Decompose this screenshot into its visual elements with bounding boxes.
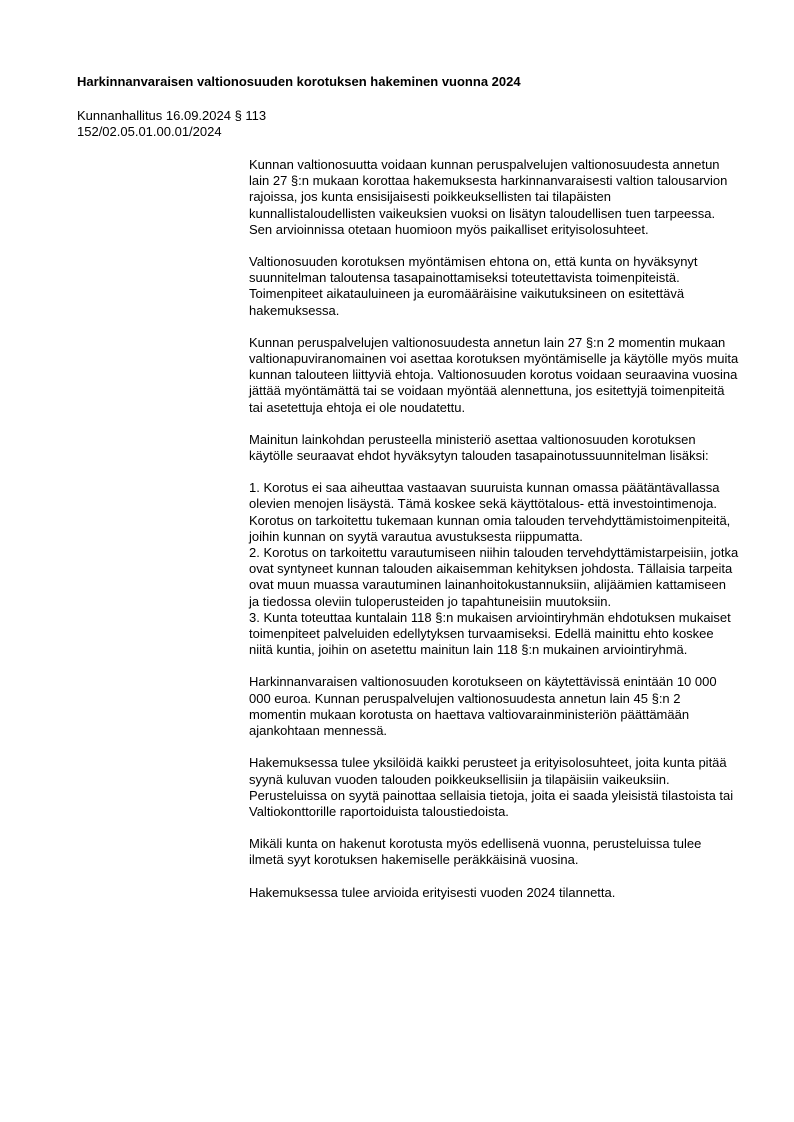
paragraph-previous-year: Mikäli kunta on hakenut korotusta myös edellisenä vuonna, perusteluissa tulee ilmetä syyt korotuksen hakemiselle peräkkäisinä vuosina. [249,836,702,868]
document-title: Harkinnanvaraisen valtionosuuden korotuksen hakeminen vuonna 2024 [77,74,521,89]
condition-item-1: 1. Korotus ei saa aiheuttaa vastaavan suuruista kunnan omassa päätäntävallassa olevien menojen lisäystä. Tämä koskee sekä käyttötalous- että investointimenoja. Korotus on tarkoitettu tukemaan kunnan omia talouden tervehdyttämistoimenpiteitä, joihin kunnan on syytä varautua avustuksesta riippumatta. [249,480,731,544]
paragraph-funding-amount: Harkinnanvaraisen valtionosuuden korotukseen on käytettävissä enintään 10 000 000 euroa. Kunnan peruspalvelujen valtionosuudesta annetun lain 45 §:n 2 momentin mukaan korotusta on haettava valtiovarainministeriön päättämään ajankohtaan mennessä. [249,674,717,739]
meeting-reference: Kunnanhallitus 16.09.2024 § 113 [77,108,267,123]
document-body [249,157,739,917]
record-id: 152/02.05.01.00.01/2024 [77,123,222,139]
paragraph-conditions-intro: Mainitun lainkohdan perusteella ministeriö asettaa valtionosuuden korotuksen käytölle seuraavat ehdot hyväksytyn talouden tasapainotussuunnitelman lisäksi: [249,431,709,464]
condition-item-3: 3. Kunta toteuttaa kuntalain 118 §:n mukaisen arviointiryhmän ehdotuksen mukaiset toimenpiteet palveluiden edellytyksen turvaamiseksi. Edellä mainittu ehto koskee niitä kuntia, joihin on asetettu mainitun lain 118 §:n mukainen arviointiryhmä. [249,609,731,658]
paragraph-condition-plan: Valtionosuuden korotuksen myöntämisen ehtona on, että kunta on hyväksynyt suunnitelman taloutensa tasapainottamiseksi toteutettavista toimenpiteistä. Toimenpiteet aikatauluineen ja euromääräisine vaikutuksineen on esitettävä hakemuksessa. [249,254,698,318]
paragraph-legal-basis: Kunnan valtionosuutta voidaan kunnan peruspalvelujen valtionosuudesta annetun lain 27 §:n mukaan korottaa hakemuksesta harkinnanvaraisesti valtion talousarvion rajoissa, jos kunta ensisijaisesti poikkeuksellisten tai tilapäisten kunnallistaloudellisten vaikeuksien vuoksi on lisätyn taloudellisen tuen tarpeessa. Sen arvioinnissa otetaan huomioon myös paikalliset erityisolosuhteet. [249,157,728,237]
paragraph-assess-2024: Hakemuksessa tulee arvioida erityisesti vuoden 2024 tilannetta. [249,884,616,900]
document-meta [77,108,266,139]
paragraph-authority-conditions: Kunnan peruspalvelujen valtionosuudesta annetun lain 27 §:n 2 momentin mukaan valtionapuviranomainen voi asettaa korotuksen myöntämiselle ja käytölle myös muita kunnan talouteen liittyviä ehtoja. Valtionosuuden korotus voidaan seuraavina vuosina jättää myöntämättä tai se voidaan myöntää alennettuna, jos esitettyjä toimenpiteitä tai asetettuja ehtoja ei ole noudatettu. [249,334,739,415]
paragraph-application-grounds: Hakemuksessa tulee yksilöidä kaikki perusteet ja erityisolosuhteet, joita kunta pitää syynä kuluvan vuoden talouden poikkeuksellisiin ja tilapäisiin vaikeuksiin. Perusteluissa on syytä painottaa sellaisia tietoja, joita ei saada yleisistä tilastoista tai Valtiokonttorille raportoiduista taloustiedoista. [249,755,734,819]
condition-item-2: 2. Korotus on tarkoitettu varautumiseen niihin talouden tervehdyttämistarpeisiin, jotka ovat syntyneet kunnan talouden aikaisemman kehityksen johdosta. Tällaisia tarpeita ovat muun muassa varautuminen lainanhoitokustannuksiin, alijäämien kattamiseen ja tiedossa oleviin tuloperusteiden jo tapahtuneisiin muutoksiin. [249,545,739,609]
